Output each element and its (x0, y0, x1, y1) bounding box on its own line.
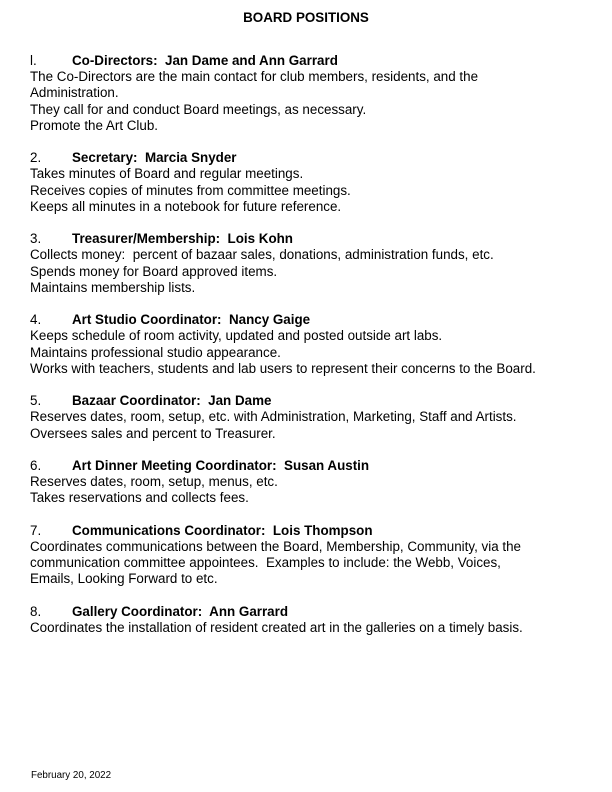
section-co-directors (30, 53, 582, 134)
section-number: l. (30, 52, 37, 68)
body-line: Collects money: percent of bazaar sales, donations, administration funds, etc. (30, 247, 494, 263)
body-line: Keeps all minutes in a notebook for future reference. (30, 198, 342, 214)
body-line: The Co-Directors are the main contact for club members, residents, and the (30, 69, 479, 85)
footer-date: February 20, 2022 (31, 770, 112, 781)
section-heading: Art Dinner Meeting Coordinator: Susan Austin (72, 457, 370, 473)
section-gallery-coordinator (30, 604, 582, 636)
section-communications-coordinator (30, 523, 582, 588)
body-line: Maintains professional studio appearance. (30, 344, 281, 360)
body-line: Takes reservations and collects fees. (30, 490, 249, 506)
section-treasurer-membership (30, 231, 582, 296)
section-heading-row (30, 312, 582, 328)
section-heading: Gallery Coordinator: Ann Garrard (72, 603, 289, 619)
section-heading: Co-Directors: Jan Dame and Ann Garrard (72, 52, 338, 68)
body-line: Promote the Art Club. (30, 117, 159, 133)
section-heading-row (30, 393, 582, 409)
body-line: Coordinates communications between the Board, Membership, Community, via the (30, 538, 521, 554)
body-line: Oversees sales and percent to Treasurer. (30, 425, 276, 441)
section-number: 2. (30, 150, 42, 166)
body-line: Reserves dates, room, setup, menus, etc. (30, 474, 278, 490)
section-heading-row (30, 523, 582, 539)
section-heading: Secretary: Marcia Snyder (72, 150, 237, 166)
body-line: Reserves dates, room, setup, etc. with Administration, Marketing, Staff and Artists. (30, 409, 517, 425)
section-heading-row (30, 604, 582, 620)
section-bazaar-coordinator (30, 393, 582, 442)
body-line: Coordinates the installation of resident created art in the galleries on a timely basis. (30, 619, 523, 635)
section-heading-row (30, 150, 582, 166)
section-number: 4. (30, 312, 42, 328)
body-line: Administration. (30, 85, 119, 101)
section-number: 6. (30, 457, 42, 473)
section-heading-row (30, 53, 582, 69)
section-art-studio-coordinator (30, 312, 582, 377)
section-heading-row (30, 458, 582, 474)
body-line: Works with teachers, students and lab users to represent their concerns to the Board. (30, 360, 536, 376)
body-line: They call for and conduct Board meetings, as necessary. (30, 101, 367, 117)
section-art-dinner-meeting-coordinator (30, 458, 582, 507)
body-line: Spends money for Board approved items. (30, 263, 278, 279)
section-number: 5. (30, 393, 42, 409)
section-heading: Art Studio Coordinator: Nancy Gaige (72, 312, 311, 328)
body-line: Emails, Looking Forward to etc. (30, 571, 218, 587)
section-heading: Treasurer/Membership: Lois Kohn (72, 231, 293, 247)
document-content (30, 10, 582, 636)
page-title: BOARD POSITIONS (243, 10, 369, 25)
body-line: Maintains membership lists. (30, 279, 196, 295)
section-number: 8. (30, 603, 42, 619)
body-line: Keeps schedule of room activity, updated and posted outside art labs. (30, 328, 443, 344)
section-heading: Communications Coordinator: Lois Thompson (72, 522, 373, 538)
section-heading: Bazaar Coordinator: Jan Dame (72, 393, 272, 409)
section-number: 7. (30, 522, 42, 538)
body-line: Takes minutes of Board and regular meetings. (30, 166, 304, 182)
body-line: communication committee appointees. Examples to include: the Webb, Voices, (30, 555, 501, 571)
section-heading-row (30, 231, 582, 247)
body-line: Receives copies of minutes from committee meetings. (30, 182, 351, 198)
section-number: 3. (30, 231, 42, 247)
section-secretary (30, 150, 582, 215)
